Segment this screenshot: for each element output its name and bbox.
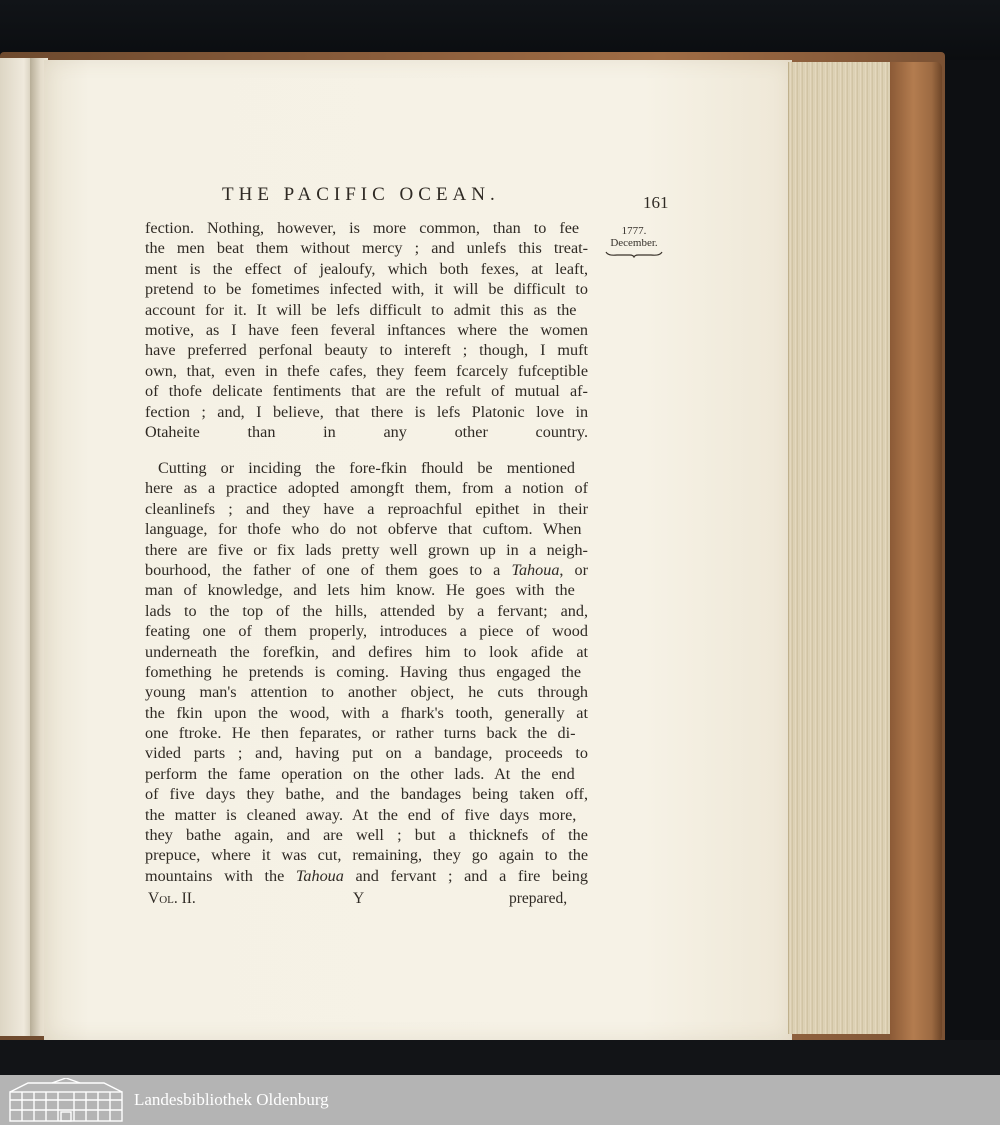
paragraph-1 — [145, 218, 588, 442]
text-line: account for it. It will be lefs difficult to admit this as the — [145, 300, 577, 319]
margin-month: December. — [610, 237, 658, 249]
margin-year: 1777. — [621, 225, 647, 237]
line-text: cleanlinefs ; and they have a reproachful epithet in their — [145, 499, 588, 518]
desk-surface — [0, 1040, 1000, 1075]
running-header: THE PACIFIC OCEAN. — [222, 184, 500, 205]
text-line — [145, 662, 588, 682]
catchword: prepared, — [509, 890, 568, 907]
line-text: fomething he pretends is coming. Having thus engaged the — [145, 662, 582, 681]
line-text: man of knowledge, and lets him know. He goes with the — [145, 581, 575, 600]
text-line — [145, 560, 588, 580]
text-line — [145, 499, 588, 519]
margin-date-note — [603, 225, 665, 258]
line-text: the fkin upon the wood, with a fhark's tooth, generally at — [145, 703, 588, 722]
line-text: the matter is cleaned away. At the end of five days more, — [145, 805, 577, 824]
line-text: mountains with the — [145, 866, 296, 885]
line-text: prepuce, where it was cut, remaining, they go again to the — [145, 846, 589, 865]
brace-ornament — [605, 251, 663, 258]
italic-term: Tahoua — [295, 866, 344, 885]
line-text: perform the fame operation on the other lads. At the end — [145, 764, 575, 783]
text-line: the men beat them without mercy ; and unlefs this treat- — [145, 239, 589, 258]
line-text: they bathe again, and are well ; but a thicknefs of the — [145, 826, 588, 845]
text-line — [145, 601, 588, 621]
text-line — [145, 825, 588, 845]
text-line — [145, 580, 588, 600]
line-text: one ftroke. He then feparates, or rather turns back the di- — [145, 724, 576, 743]
library-building-logo — [8, 1078, 124, 1122]
text-line — [145, 642, 588, 662]
text-line — [145, 458, 588, 478]
text-line — [145, 805, 588, 825]
text-line — [145, 540, 588, 560]
library-name: Landesbibliothek Oldenburg — [134, 1090, 329, 1109]
text-line: have preferred perfonal beauty to intereft ; though, I muft — [145, 341, 588, 360]
line-text: bourhood, the father of one of them goes to a — [145, 560, 512, 579]
text-line — [145, 519, 588, 539]
line-text: language, for thofe who do not obferve that cuftom. When — [145, 520, 582, 539]
signature-mark: Y — [353, 890, 365, 907]
volume-signature: Vol. II. — [148, 890, 196, 907]
text-line: of thofe delicate fentiments that are the refult of mutual af- — [145, 382, 588, 401]
text-line: ment is the effect of jealoufy, which both fexes, at leaft, — [145, 259, 588, 278]
text-line — [145, 764, 588, 784]
text-line — [145, 682, 588, 702]
text-line — [145, 743, 588, 763]
line-text: here as a practice adopted amongft them, from a notion of — [145, 479, 589, 498]
line-text-end: and fervant ; and a fire being — [343, 866, 588, 885]
line-text: feating one of them properly, introduces a piece of wood — [145, 622, 588, 641]
left-page-edge — [0, 58, 34, 1036]
background-shadow — [0, 0, 1000, 60]
text-line: fection ; and, I believe, that there is lefs Platonic love in — [145, 402, 589, 421]
line-text: of five days they bathe, and the bandages being taken off, — [145, 785, 588, 804]
page-number: 161 — [643, 193, 669, 212]
page-stack-edge — [788, 62, 894, 1034]
text-line: Otaheite than in any other country. — [145, 422, 589, 441]
text-line — [145, 621, 588, 641]
library-footer — [0, 1075, 1000, 1125]
line-text: young man's attention to another object, he cuts through — [145, 683, 589, 702]
text-line — [145, 478, 588, 498]
line-text: there are five or fix lads pretty well grown up in a neigh- — [145, 540, 588, 559]
leather-binding-edge — [890, 62, 942, 1042]
paragraph-2 — [145, 458, 588, 886]
line-text: vided parts ; and, having put on a bandage, proceeds to — [145, 744, 589, 763]
text-line: motive, as I have feen feveral inftances where the women — [145, 320, 588, 339]
text-line — [145, 866, 588, 886]
text-line — [145, 703, 588, 723]
text-line: pretend to be fometimes infected with, it will be difficult to — [145, 280, 588, 299]
text-line — [145, 845, 588, 865]
italic-term: Tahoua — [511, 560, 560, 579]
text-line: own, that, even in thefe cafes, they feem fcarcely fufceptible — [145, 361, 589, 380]
line-text-end: , or — [559, 560, 589, 579]
line-text: Cutting or inciding the fore-fkin fhould be mentioned — [158, 459, 576, 477]
text-line — [145, 723, 588, 743]
text-line: fection. Nothing, however, is more common, than to fee — [145, 219, 580, 237]
line-text: underneath the forefkin, and defires him to look afide at — [145, 642, 589, 661]
text-line — [145, 784, 588, 804]
line-text: lads to the top of the hills, attended by a fervant; and, — [145, 601, 589, 620]
